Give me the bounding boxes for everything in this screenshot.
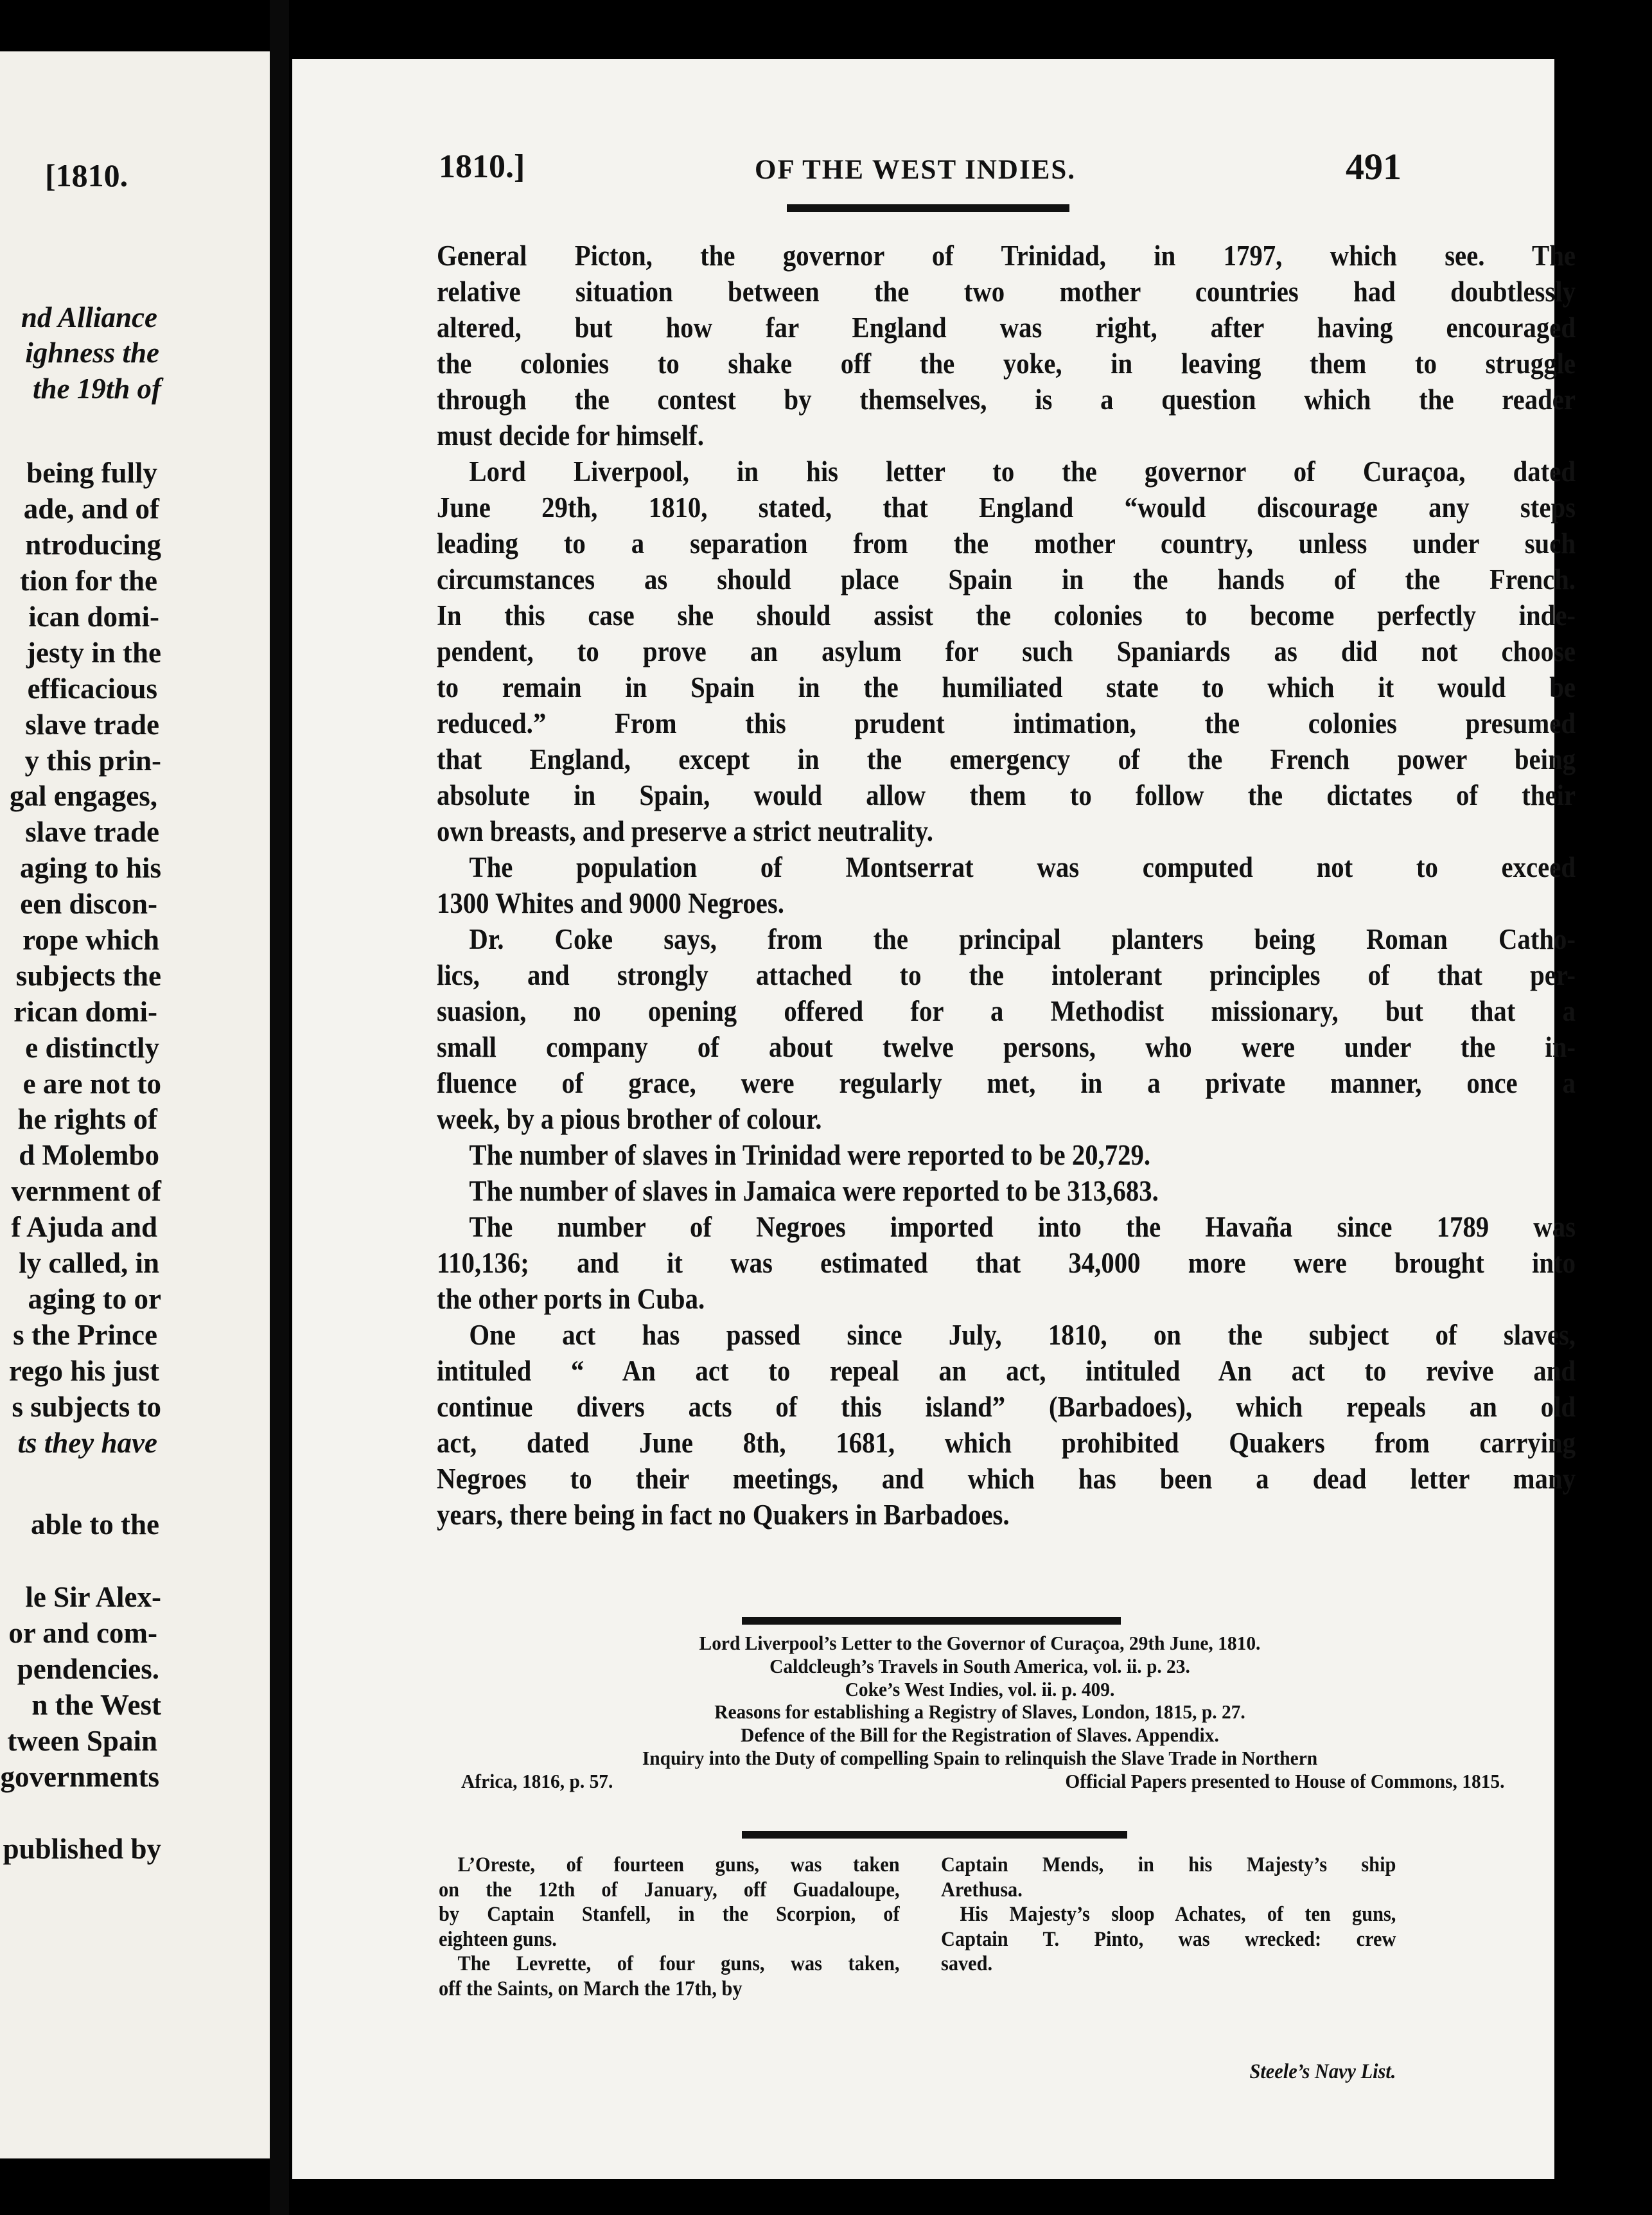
naval-line: His Majesty’s sloop Achates, of ten guns,	[960, 1903, 1396, 1926]
left-page-header: [1810.	[45, 157, 128, 193]
left-page-line: d Molembo	[19, 1139, 159, 1171]
source-right: Official Papers presented to House of Commons, 1815.	[1065, 1769, 1505, 1792]
naval-line: Captain Mends, in his Majesty’s ship	[941, 1853, 1396, 1876]
left-page-line: rego his just	[8, 1355, 159, 1387]
left-page-line: he rights of	[17, 1103, 157, 1135]
body-line: continue divers acts of this island” (Barbadoes), which repeals an old	[437, 1391, 1576, 1423]
source-line: Lord Liverpool’s Letter to the Governor of Curaçoa, 29th June, 1810.	[699, 1632, 1261, 1654]
source-line: Defence of the Bill for the Registration of Slaves. Appendix.	[741, 1724, 1219, 1747]
body-line: Lord Liverpool, in his letter to the governor of Curaçoa, dated	[469, 455, 1576, 488]
source-line: Inquiry into the Duty of compelling Spain to relinquish the Slave Trade in Northern	[642, 1746, 1318, 1769]
left-page-line: le Sir Alex-	[25, 1581, 161, 1613]
left-page-line: subjects the	[15, 960, 161, 992]
left-page-line: ts they have	[17, 1427, 157, 1459]
naval-line: The Levrette, of four guns, was taken,	[457, 1952, 900, 1975]
body-line: reduced.” From this prudent intimation, the colonies presumed	[437, 707, 1576, 739]
body-line: 110,136; and it was estimated that 34,000 more were brought into	[437, 1247, 1576, 1279]
body-line: that England, except in the emergency of the French power being	[437, 743, 1576, 775]
body-line: own breasts, and preserve a strict neutrality.	[437, 815, 934, 847]
body-line: intituled “ An act to repeal an act, intituled An act to revive and	[437, 1355, 1576, 1387]
body-line: absolute in Spain, would allow them to follow the dictates of their	[437, 779, 1576, 811]
source-left: Africa, 1816, p. 57.	[461, 1769, 613, 1792]
sources-rule	[742, 1617, 1121, 1625]
naval-line: saved.	[941, 1952, 993, 1975]
left-page-line: the 19th of	[32, 373, 161, 405]
left-page-line: n the West	[31, 1689, 161, 1721]
body-line: lics, and strongly attached to the intolerant principles of that per-	[437, 959, 1576, 991]
source-line: Reasons for establishing a Registry of Slaves, London, 1815, p. 27.	[714, 1700, 1245, 1724]
left-page-line: aging to his	[19, 852, 161, 884]
left-page-line: een discon-	[20, 888, 157, 920]
left-page-line: being fully	[26, 457, 157, 489]
left-page-line: e are not to	[22, 1068, 161, 1100]
naval-column-left	[439, 1853, 900, 2001]
left-page-line: ly called, in	[19, 1247, 159, 1279]
body-line: circumstances as should place Spain in the hands of the French.	[437, 563, 1576, 596]
body-line: leading to a separation from the mother country, unless under such	[437, 527, 1576, 560]
left-page-line: ican domi-	[28, 601, 159, 633]
body-line: The number of slaves in Trinidad were reported to be 20,729.	[469, 1139, 1151, 1171]
left-page-line: s the Prince	[13, 1319, 157, 1351]
book-gutter	[270, 0, 289, 2215]
left-page-line: ighness the	[25, 337, 159, 369]
body-line: week, by a pious brother of colour.	[437, 1103, 822, 1135]
left-page-line: able to the	[31, 1508, 159, 1540]
body-line: act, dated June 8th, 1681, which prohibited Quakers from carrying	[437, 1427, 1576, 1459]
body-line: the colonies to shake off the yoke, in leaving them to struggle	[437, 348, 1576, 380]
body-line: One act has passed since July, 1810, on the subject of slaves,	[469, 1319, 1576, 1351]
running-head-year: 1810.]	[439, 148, 525, 185]
body-line: pendent, to prove an asylum for such Spaniards as did not choose	[437, 635, 1576, 667]
naval-line: eighteen guns.	[439, 1927, 557, 1951]
sources-list	[437, 1632, 1523, 1793]
source-line	[437, 1770, 1523, 1793]
left-page-line: rican domi-	[13, 996, 157, 1028]
body-text	[437, 238, 1576, 1533]
body-line: the other ports in Cuba.	[437, 1283, 705, 1315]
body-line: small company of about twelve persons, who were under the in-	[437, 1031, 1576, 1063]
naval-line: L’Oreste, of fourteen guns, was taken	[457, 1853, 900, 1876]
naval-line: Arethusa.	[941, 1878, 1023, 1902]
body-line: The number of slaves in Jamaica were reported to be 313,683.	[469, 1175, 1159, 1207]
left-page-line: y this prin-	[24, 745, 161, 777]
left-page-line: or and com-	[8, 1617, 157, 1649]
naval-line: Captain T. Pinto, was wrecked: crew	[941, 1927, 1396, 1951]
source-line: Caldcleugh’s Travels in South America, vol. ii. p. 23.	[769, 1654, 1190, 1677]
body-line: must decide for himself.	[437, 419, 704, 452]
source-line: Coke’s West Indies, vol. ii. p. 409.	[845, 1677, 1115, 1700]
body-line: 1300 Whites and 9000 Negroes.	[437, 887, 784, 919]
left-page-line: pendencies.	[17, 1653, 159, 1685]
naval-rule	[742, 1831, 1127, 1839]
body-line: to remain in Spain in the humiliated state to which it would be	[437, 671, 1576, 703]
left-page-line: tion for the	[19, 565, 157, 597]
body-line: fluence of grace, were regularly met, in a private manner, once a	[437, 1067, 1576, 1099]
naval-column-right	[941, 1853, 1396, 2083]
left-page-line: nd Alliance	[21, 301, 157, 333]
left-page-line: efficacious	[27, 673, 157, 705]
body-line: The population of Montserrat was computed not to exceed	[469, 851, 1576, 883]
left-page-line: slave trade	[25, 709, 159, 741]
left-page-line: tween Spain	[7, 1725, 157, 1757]
left-page-line: ntroducing	[25, 529, 161, 561]
body-line: suasion, no opening offered for a Methodist missionary, but that a	[437, 995, 1576, 1027]
body-line: through the contest by themselves, is a question which the reader	[437, 384, 1576, 416]
naval-line: off the Saints, on March the 17th, by	[439, 1977, 743, 2000]
body-line: Dr. Coke says, from the principal planters being Roman Catho-	[469, 923, 1576, 955]
naval-line: by Captain Stanfell, in the Scorpion, of	[439, 1903, 900, 1926]
left-page-line: rope which	[22, 924, 159, 956]
left-page-line: published by	[3, 1833, 161, 1865]
right-page	[292, 59, 1576, 2179]
left-page-line: ade, and of	[23, 493, 159, 525]
naval-line: on the 12th of January, off Guadaloupe,	[439, 1878, 900, 1902]
left-page-line: slave trade	[25, 816, 159, 848]
left-page-line: aging to or	[28, 1283, 161, 1315]
header-rule	[787, 204, 1069, 212]
left-page-line: e distinctly	[25, 1032, 159, 1064]
body-line: June 29th, 1810, stated, that England “would discourage any steps	[437, 491, 1576, 524]
left-facing-page	[0, 51, 270, 2158]
body-line: years, there being in fact no Quakers in Barbadoes.	[437, 1499, 1010, 1531]
body-line: General Picton, the governor of Trinidad, in 1797, which see. The	[437, 240, 1576, 272]
running-head-title: OF THE WEST INDIES.	[755, 155, 1076, 185]
body-line: altered, but how far England was right, after having encouraged	[437, 312, 1576, 344]
left-page-line: vernment of	[11, 1175, 161, 1207]
naval-citation: Steele’s Navy List.	[1249, 2060, 1396, 2083]
body-line: Negroes to their meetings, and which has been a dead letter many	[437, 1463, 1576, 1495]
left-page-line: governments	[0, 1761, 159, 1793]
body-line: relative situation between the two mother countries had doubtlessly	[437, 276, 1576, 308]
body-line: The number of Negroes imported into the Havaña since 1789 was	[469, 1211, 1576, 1243]
body-line: In this case she should assist the colonies to become perfectly inde-	[437, 599, 1576, 631]
left-page-line: jesty in the	[26, 637, 161, 669]
left-page-line: gal engages,	[10, 780, 157, 812]
left-page-line: s subjects to	[12, 1391, 161, 1423]
left-page-line: f Ajuda and	[11, 1211, 157, 1243]
page-number: 491	[1346, 146, 1402, 188]
